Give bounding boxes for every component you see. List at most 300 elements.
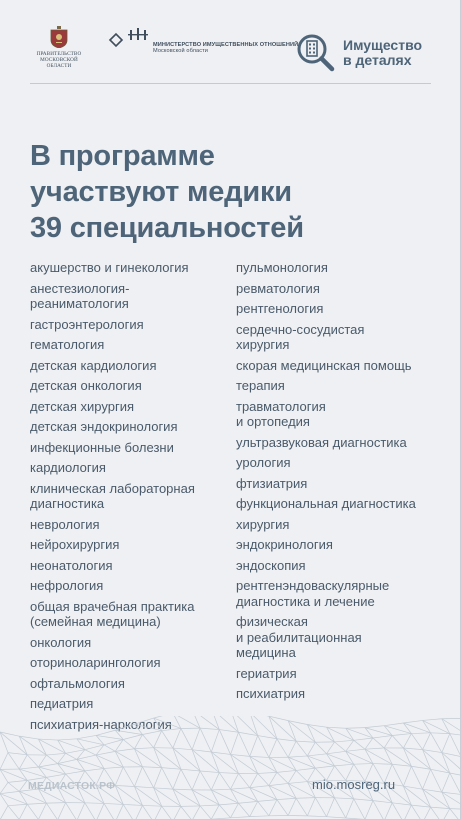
mesh-line	[442, 792, 461, 809]
mesh-line	[423, 769, 431, 789]
mesh-line	[66, 803, 77, 820]
mesh-line	[27, 755, 38, 767]
mesh-line	[450, 809, 461, 820]
mesh-line	[181, 769, 200, 771]
mesh-line	[288, 741, 296, 757]
mesh-line	[115, 749, 134, 752]
specialty-item: инфекционные болезни	[30, 439, 174, 455]
mesh-line	[288, 757, 315, 768]
mesh-line	[384, 803, 392, 820]
mesh-line	[19, 736, 38, 739]
mesh-line	[431, 807, 450, 808]
specialty-item: эндокринология	[236, 537, 333, 552]
specialties-left-list	[30, 260, 230, 732]
mesh-line	[123, 735, 142, 740]
specialty-item: рентгенэндоваскулярные	[236, 578, 390, 593]
specialty-item: кардиология	[30, 460, 106, 475]
mesh-line	[354, 738, 373, 740]
mesh-line	[173, 748, 192, 750]
mesh-line	[27, 803, 46, 804]
mesh-line	[219, 803, 238, 805]
mesh-line	[277, 739, 296, 741]
mesh-line	[307, 816, 326, 817]
mesh-line	[335, 798, 354, 799]
mesh-line	[96, 730, 115, 735]
mesh-line	[258, 801, 269, 815]
mesh-line	[431, 769, 442, 792]
header	[0, 0, 461, 84]
mesh-line	[442, 753, 461, 757]
mesh-line	[162, 806, 173, 820]
specialty-item: гастроэнтерология	[30, 316, 144, 332]
mesh-line	[154, 718, 181, 728]
specialty-item: неврология	[30, 516, 100, 532]
footer-site-link[interactable]: mio.mosreg.ru	[312, 777, 396, 792]
mesh-line	[46, 755, 57, 764]
mesh-line	[104, 745, 115, 752]
brand-line-2: в деталях	[343, 52, 412, 68]
mesh-line	[115, 804, 123, 820]
mesh-line	[200, 806, 211, 819]
mesh-line	[85, 803, 96, 820]
mesh-line	[307, 725, 326, 728]
mesh-line	[134, 767, 142, 787]
mesh-line	[258, 773, 269, 785]
mesh-line	[411, 734, 422, 750]
mesh-line	[239, 801, 258, 803]
mesh-line	[431, 769, 450, 773]
mesh-line	[346, 749, 365, 751]
mesh-line	[423, 789, 442, 792]
mesh-line	[0, 753, 8, 770]
specialty-item: психиатрия	[236, 686, 305, 701]
mesh-line	[277, 798, 296, 799]
mesh-line	[277, 770, 296, 772]
mesh-line	[327, 754, 354, 764]
mesh-line	[269, 739, 277, 758]
mesh-line	[403, 734, 411, 748]
specialty-item: пульмонология	[236, 260, 328, 275]
specialty-item: анестезиология-	[30, 280, 130, 296]
specialty-item: и реабилитационная	[236, 629, 362, 645]
specialty-item: рентгенология	[236, 301, 324, 316]
specialty-item: клиническая лабораторная	[30, 480, 195, 496]
mesh-line	[104, 803, 115, 820]
mesh-line	[231, 732, 239, 754]
mesh-line	[104, 767, 123, 768]
mesh-line	[162, 728, 181, 730]
mesh-line	[365, 748, 384, 749]
mesh-line	[288, 782, 307, 784]
mesh-line	[0, 794, 27, 805]
mesh-line	[142, 805, 161, 806]
mesh-line	[403, 805, 411, 820]
mesh-line	[154, 716, 173, 718]
mesh-line	[327, 727, 346, 728]
specialty-item: медицина	[236, 645, 296, 660]
specialty-item: диагностика	[30, 496, 105, 511]
mesh-line	[277, 739, 288, 757]
mesh-line	[250, 788, 277, 800]
mesh-line	[134, 748, 153, 749]
mesh-line	[66, 771, 85, 774]
mesh-line	[450, 734, 461, 736]
specialty-item: психиатрия-наркология	[30, 716, 172, 732]
mesh-line	[411, 805, 430, 807]
title-line-3: 39 специальностей	[30, 212, 304, 244]
mesh-line	[85, 803, 104, 804]
mesh-line	[307, 754, 326, 756]
mesh-line	[231, 788, 250, 790]
mesh-line	[200, 771, 219, 773]
mesh-line	[8, 782, 19, 791]
mesh-line	[250, 736, 258, 757]
mesh-line	[46, 803, 57, 820]
mesh-line	[423, 719, 442, 721]
mesh-line	[373, 801, 384, 820]
mesh-line	[219, 773, 230, 790]
mesh-line	[8, 753, 27, 755]
mesh-line	[258, 800, 277, 802]
moscow-oblast-emblem-icon	[50, 26, 68, 48]
mesh-line	[335, 798, 346, 818]
mesh-line	[384, 735, 392, 747]
mesh-line	[66, 753, 77, 759]
mesh-line	[134, 786, 153, 787]
mesh-line	[239, 803, 250, 816]
mesh-line	[19, 769, 46, 777]
ministry-text	[153, 42, 298, 54]
specialty-item: и ортопедия	[236, 414, 310, 429]
mesh-line	[250, 773, 258, 787]
mesh-line	[296, 798, 307, 816]
mesh-line	[231, 789, 258, 801]
mesh-line	[346, 799, 354, 818]
mesh-line	[154, 768, 162, 788]
specialty-item: педиатрия	[30, 696, 94, 711]
brand-text	[343, 38, 422, 68]
mesh-line	[269, 800, 277, 816]
mesh-line	[327, 798, 335, 817]
mesh-line	[403, 720, 422, 723]
mesh-line	[450, 773, 461, 794]
mesh-line	[384, 723, 403, 726]
mesh-line	[115, 785, 134, 786]
mesh-line	[162, 768, 181, 770]
mesh-line	[211, 716, 219, 730]
mesh-line	[327, 751, 346, 753]
specialty-item: травматология	[236, 398, 326, 414]
specialty-item: гериатрия	[236, 665, 297, 681]
mesh-line	[8, 806, 19, 820]
building-magnifier-icon	[296, 33, 336, 73]
mesh-line	[250, 786, 269, 788]
mesh-line	[154, 788, 173, 789]
mesh-line	[77, 803, 85, 820]
mesh-line	[231, 817, 250, 818]
mesh-line	[335, 742, 346, 751]
mesh-line	[154, 806, 162, 820]
mesh-line	[192, 716, 200, 728]
specialty-item: детская кардиология	[30, 357, 157, 373]
specialty-item: ультразвуковая диагностика	[236, 434, 407, 450]
mesh-line	[19, 780, 27, 791]
specialty-item: онкология	[30, 634, 92, 650]
mesh-line	[431, 733, 442, 753]
mesh-line	[154, 731, 162, 748]
specialty-item: фтизиатрия	[236, 475, 308, 491]
specialty-item: ревматология	[236, 280, 320, 296]
mesh-line	[411, 733, 430, 734]
mesh-line	[354, 799, 365, 820]
mesh-line	[365, 728, 392, 736]
mesh-line	[77, 759, 104, 768]
mesh-line	[211, 730, 219, 752]
mesh-line	[392, 803, 403, 820]
mesh-line	[27, 804, 38, 819]
ministry-logo	[108, 28, 298, 54]
mesh-line	[181, 728, 192, 749]
specialty-item: хирургия	[236, 337, 290, 352]
mesh-line	[373, 764, 392, 765]
specialty-item: реаниматология	[30, 296, 129, 311]
mesh-line	[365, 738, 373, 749]
mesh-line	[431, 807, 442, 820]
specialty-item: акушерство и гинекология	[30, 260, 189, 275]
gov-logo	[30, 26, 88, 69]
mesh-line	[288, 756, 307, 757]
mesh-line	[231, 716, 258, 736]
mesh-line	[162, 768, 173, 789]
mesh-line	[134, 735, 142, 749]
specialty-item: сердечно-сосудистая	[236, 321, 365, 337]
mesh-line	[192, 806, 200, 820]
mesh-line	[200, 728, 219, 729]
mesh-line	[269, 783, 288, 785]
mesh-line	[296, 741, 307, 756]
specialty-item: офтальмология	[30, 675, 125, 691]
mesh-line	[142, 731, 161, 735]
mesh-line	[115, 724, 134, 730]
mesh-line	[0, 791, 19, 793]
mesh-line	[19, 767, 38, 769]
mesh-line	[346, 728, 365, 729]
mesh-line	[423, 733, 431, 750]
mesh-line	[346, 818, 365, 819]
mesh-line	[19, 755, 27, 769]
gov-text: ПРАВИТЕЛЬСТВО МОСКОВСКОЙ ОБЛАСТИ	[36, 51, 82, 69]
mesh-line	[142, 767, 153, 788]
mesh-line	[46, 753, 65, 755]
mesh-line	[142, 735, 153, 748]
mesh-line	[38, 755, 46, 767]
ministry-region: Московской области	[153, 48, 208, 55]
mesh-line	[231, 716, 239, 732]
specialty-item: функциональная диагностика	[236, 496, 416, 511]
mesh-line	[277, 800, 288, 816]
mesh-line	[219, 730, 230, 755]
mesh-line	[200, 805, 219, 806]
specialty-item: общая врачебная практика	[30, 598, 195, 614]
footer-source: МЕДИАСТОК.РФ	[28, 780, 116, 792]
mesh-line	[162, 731, 173, 748]
page-title	[30, 138, 430, 246]
mesh-line	[58, 739, 77, 740]
mesh-line	[211, 818, 230, 819]
mesh-line	[192, 728, 200, 750]
mesh-line	[288, 798, 296, 815]
mesh-line	[258, 736, 269, 758]
mesh-line	[346, 740, 354, 751]
specialty-item: хирургия	[236, 516, 290, 532]
mesh-line	[0, 806, 8, 820]
mesh-line	[423, 807, 431, 820]
mesh-line	[431, 733, 450, 734]
mesh-line	[115, 730, 142, 734]
mesh-line	[211, 789, 230, 790]
brand	[296, 33, 422, 73]
mesh-line	[231, 773, 239, 789]
mesh-line	[211, 805, 219, 819]
mesh-line	[442, 809, 450, 820]
specialties-right-list	[236, 260, 446, 702]
mesh-line	[335, 740, 354, 742]
mesh-line	[296, 770, 307, 781]
mesh-line	[354, 740, 365, 749]
mesh-line	[296, 798, 315, 799]
mesh-line	[58, 740, 85, 750]
mesh-line	[123, 740, 134, 749]
mesh-line	[200, 771, 211, 790]
mesh-line	[365, 726, 384, 728]
mesh-line	[38, 803, 46, 819]
specialty-item: эндоскопия	[236, 557, 306, 573]
mesh-line	[373, 735, 392, 737]
specialty-item: гематология	[30, 337, 105, 352]
mesh-line	[315, 742, 326, 754]
mesh-line	[239, 732, 250, 756]
mesh-line	[0, 782, 8, 793]
mesh-line	[296, 768, 315, 770]
mesh-line	[38, 739, 57, 740]
mesh-line	[277, 772, 288, 783]
specialty-item: оториноларингология	[30, 655, 161, 670]
mesh-line	[173, 806, 181, 820]
mesh-line	[142, 805, 153, 820]
mesh-line	[77, 735, 96, 738]
mesh-line	[173, 769, 181, 789]
mesh-line	[104, 803, 123, 804]
title-line-1: В программе	[30, 140, 215, 172]
mesh-line	[123, 804, 142, 805]
mesh-line	[365, 801, 373, 820]
ministry-logo-icon	[108, 28, 150, 50]
mesh-line	[250, 756, 269, 757]
mesh-line	[239, 773, 250, 787]
mesh-line	[250, 801, 258, 816]
mesh-line	[258, 772, 277, 773]
mesh-line	[8, 753, 19, 769]
mesh-line	[38, 764, 57, 767]
mesh-line	[58, 803, 66, 820]
mesh-line	[327, 817, 346, 818]
mesh-line	[296, 741, 315, 742]
mesh-line	[142, 767, 161, 768]
mesh-line	[123, 767, 134, 786]
mesh-line	[115, 767, 123, 785]
mesh-line	[269, 786, 296, 799]
specialty-item: скорая медицинская помощь	[236, 357, 412, 373]
mesh-line	[173, 728, 181, 748]
brand-line-1: Имущество	[343, 37, 423, 53]
mesh-line	[354, 764, 373, 765]
mesh-line	[411, 766, 422, 789]
mesh-line	[269, 772, 277, 785]
mesh-line	[288, 770, 296, 783]
mesh-line	[307, 798, 315, 816]
mesh-line	[442, 773, 450, 792]
mesh-line	[181, 769, 192, 790]
mesh-line	[373, 738, 384, 748]
specialty-item: диагностика и лечение	[236, 593, 375, 609]
mesh-line	[219, 773, 238, 774]
mesh-line	[46, 774, 65, 777]
mesh-line	[85, 750, 96, 755]
wireframe-mesh-decoration	[0, 716, 461, 820]
mesh-line	[219, 805, 230, 818]
specialty-item: детская эндокринология	[30, 419, 178, 434]
title-line-2: участвуют медики	[30, 176, 292, 208]
specialty-item: детская хирургия	[30, 398, 135, 414]
mesh-line	[250, 816, 269, 817]
mesh-line	[200, 728, 211, 752]
mesh-line	[173, 789, 192, 790]
mesh-line	[231, 803, 239, 818]
specialty-item: нейрохирургия	[30, 537, 120, 552]
mesh-line	[411, 805, 422, 820]
specialty-item: физическая	[236, 614, 308, 629]
specialty-item: урология	[236, 455, 291, 470]
mesh-line	[403, 766, 411, 786]
mesh-line	[96, 735, 123, 739]
mesh-line	[354, 799, 373, 801]
mesh-line	[8, 780, 27, 782]
mesh-line	[96, 755, 123, 767]
mesh-line	[8, 804, 27, 805]
mesh-line	[327, 742, 335, 754]
mesh-line	[181, 806, 192, 820]
specialty-item: терапия	[236, 378, 285, 393]
mesh-line	[307, 742, 315, 756]
mesh-line	[19, 791, 46, 803]
mesh-line	[335, 764, 354, 766]
specialty-item: детская онкология	[30, 378, 142, 393]
mesh-line	[307, 756, 334, 766]
mesh-line	[211, 773, 219, 790]
specialty-item: (семейная медицина)	[30, 614, 161, 629]
mesh-line	[403, 748, 422, 750]
mesh-line	[19, 804, 27, 819]
mesh-line	[392, 735, 403, 748]
mesh-line	[96, 803, 104, 820]
ministry-title: МИНИСТЕРСТВО ИМУЩЕСТВЕННЫХ ОТНОШЕНИЙ	[153, 42, 299, 48]
mesh-line	[392, 734, 411, 736]
mesh-line	[450, 809, 461, 810]
specialty-item: неонатология	[30, 557, 113, 573]
mesh-line	[85, 768, 104, 770]
mesh-line	[450, 734, 461, 757]
mesh-line	[315, 798, 326, 817]
